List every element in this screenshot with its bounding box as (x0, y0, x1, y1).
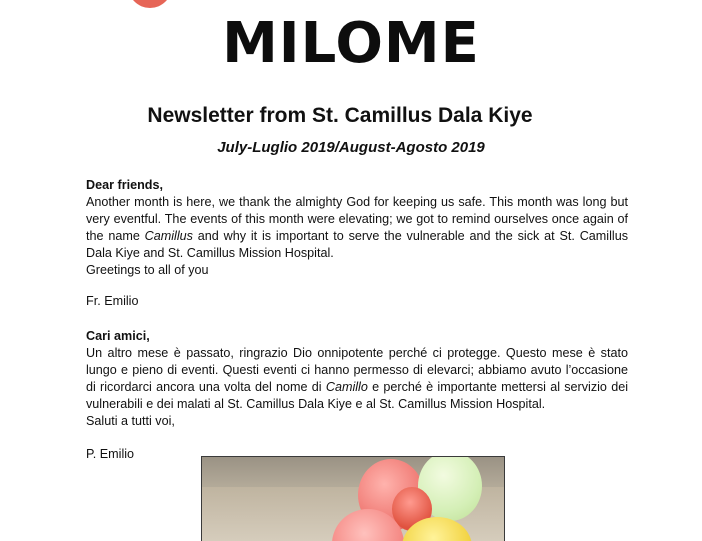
signature-it: P. Emilio (86, 447, 135, 461)
signature-en: Fr. Emilio (86, 294, 139, 308)
body-en-part2: and why it is important to serve the vulnerable and the sick at St. Camillus Dala Kiye and St. Camillus Mission Hospital. (86, 228, 628, 260)
logo-mark (128, 0, 172, 8)
closing-en: Greetings to all of you (86, 262, 209, 277)
body-en (86, 194, 628, 262)
letter-english (86, 177, 628, 278)
body-it-part2: e perché è importante mettersi al servizio dei vulnerabili e dei malati al St. Camillus Dala Kiye e al St. Camillus Mission Hospital. (86, 379, 628, 411)
newsletter-subtitle: Newsletter from St. Camillus Dala Kiye (147, 104, 533, 127)
body-it-emphasis: Camillo (325, 379, 368, 394)
salutation-it: Cari amici, (86, 329, 150, 343)
balloons-photo (201, 456, 505, 541)
salutation-en: Dear friends, (86, 178, 163, 192)
masthead-title: MILOME (222, 11, 480, 76)
body-en-emphasis: Camillus (144, 228, 193, 243)
letter-italian (86, 328, 628, 429)
body-it (86, 345, 628, 413)
body-it-part1: Un altro mese è passato, ringrazio Dio onnipotente perché ci protegge. Questo mese è stato lungo e pieno di eventi. Questi eventi ci hanno permesso di elevarci; abbiamo avuto l’occasione di ricordarci ancora una volta del nome di (86, 345, 628, 394)
issue-dateline: July-Luglio 2019/August-Agosto 2019 (217, 139, 485, 156)
body-en-part1: Another month is here, we thank the almighty God for keeping us safe. This month was long but very eventful. The events of this month were elevating; we got to remind ourselves once again of the name (86, 194, 628, 243)
closing-it: Saluti a tutti voi, (86, 413, 175, 428)
